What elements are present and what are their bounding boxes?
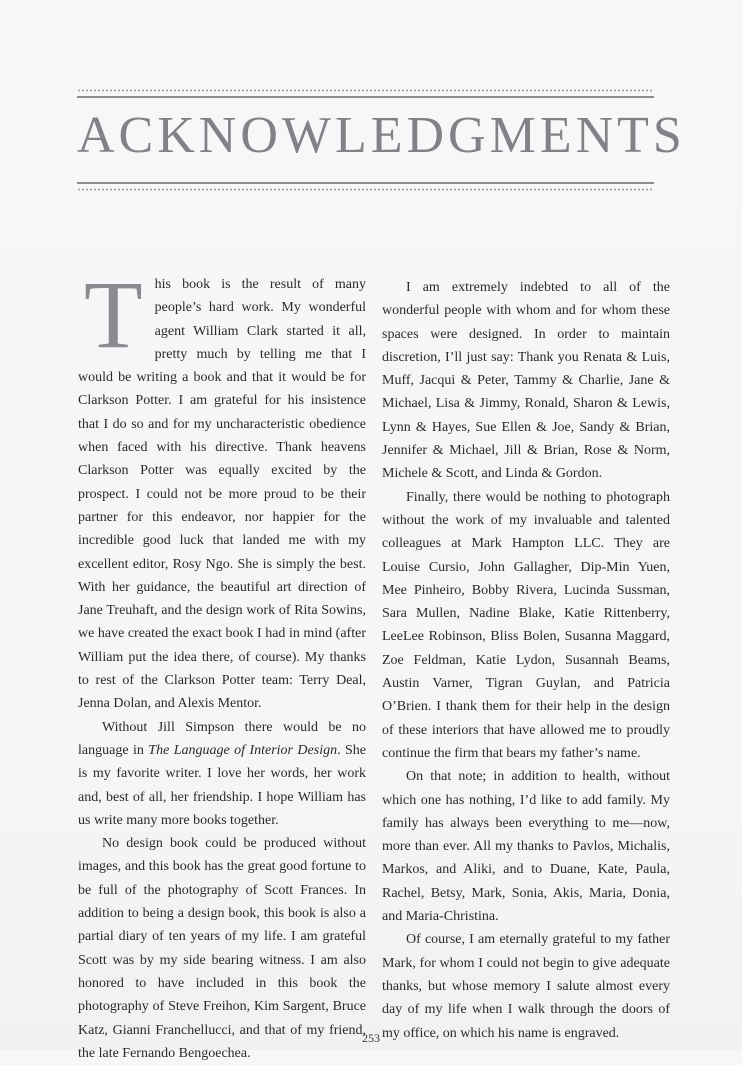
top-ornamental-rule <box>77 89 654 98</box>
drop-cap: T <box>84 261 143 368</box>
paragraph-text: . She is my favorite writer. I love her words, her work and, best of all, her friendship. I hope William has us write many more books together. <box>78 742 367 828</box>
solid-rule <box>77 96 654 98</box>
bottom-ornamental-rule <box>77 182 654 191</box>
dotted-rule <box>77 89 654 92</box>
dotted-rule <box>77 188 654 191</box>
paragraph-jill-simpson <box>78 716 366 832</box>
paragraph-photography: No design book could be produced without images, and this book has the great good fortune to be full of the photography of Scott Frances. In addition to being a design book, this book is also a partial diary of ten years of my life. I am grateful Scott was by my side bearing witness. I am also honored to have included in this book the photography of Steve Freihon, Kim Sargent, Bruce Katz, Gianni Franchellucci, and that of my friend, the late Fernando Bengoechea. <box>78 836 366 1061</box>
paragraph-text: Without Jill Simpson there would be no language in <box>78 719 366 758</box>
page-number: 253 <box>362 1031 380 1045</box>
paragraph-text: his book is the result of many people’s hard work. My wonderful agent William Clark started it all, pretty much by telling me that I would be writing a book and that it would be for Clarkson Potter. I am grateful for his insistence that I do so and for my uncharacteristic obedience when faced with his directive. Thank heavens Clarkson Potter was equally excited by the prospect. I could not be more proud to be their partner for this endeavor, nor happier for the incredible good luck that landed me with my excellent editor, Rosy Ngo. She is simply the best. With her guidance, the beautiful art direction of Jane Treuhaft, and the design work of Rita Sowins, we have created the exact book I had in mind (after William put the idea there, of course). My thanks to rest of the Clarkson Potter team: Terry Deal, Jenna Dolan, and Alexis Mentor. <box>78 277 366 712</box>
page-title: ACKNOWLEDGMENTS <box>77 107 686 164</box>
solid-rule <box>77 182 654 184</box>
paragraph-intro <box>78 261 366 716</box>
paragraph-colleagues: Finally, there would be nothing to photograph without the work of my invaluable and talented colleagues at Mark Hampton LLC. They are Louise Cursio, John Gallagher, Dip-Min Yuen, Mee Pinheiro, Bobby Rivera, Lucinda Sussman, Sara Mullen, Nadine Blake, Katie Rittenberry, LeeLee Robinson, Bliss Bolen, Susanna Maggard, Zoe Feldman, Katie Lydon, Susannah Beams, Austin Varner, Tigran Guylan, and Patricia O’Brien. I thank them for their help in the design of these interiors that have allowed me to proudly continue the firm that bears my father’s name. <box>382 489 670 761</box>
paragraph-clients: I am extremely indebted to all of the wonderful people with whom and for whom these spaces were designed. In order to maintain discretion, I’ll just say: Thank you Renata & Luis, Muff, Jacqui & Peter, Tammy & Charlie, Jane & Michael, Lisa & Jimmy, Ronald, Sharon & Lewis, Lynn & Hayes, Sue Ellen & Joe, Sandy & Brian, Jennifer & Michael, Jill & Brian, Rose & Norm, Michele & Scott, and Linda & Gordon. <box>382 280 670 482</box>
book-title-italic: The Language of Interior Design <box>148 742 338 758</box>
left-text-column <box>78 261 367 1065</box>
right-text-column <box>382 276 670 1045</box>
paragraph-family: On that note; in addition to health, without which one has nothing, I’d like to add family. My family has always been everything to me—now, more than ever. All my thanks to Pavlos, Michalis, Markos, and Aliki, and to Duane, Kate, Paula, Rachel, Betsy, Mark, Sonia, Akis, Maria, Donia, and Maria-Christina. <box>382 769 670 925</box>
paragraph-father: Of course, I am eternally grateful to my father Mark, for whom I could not begin to give adequate thanks, but whose memory I salute almost every day of my life when I walk through the doors of my office, on which his name is engraved. <box>382 932 670 1041</box>
